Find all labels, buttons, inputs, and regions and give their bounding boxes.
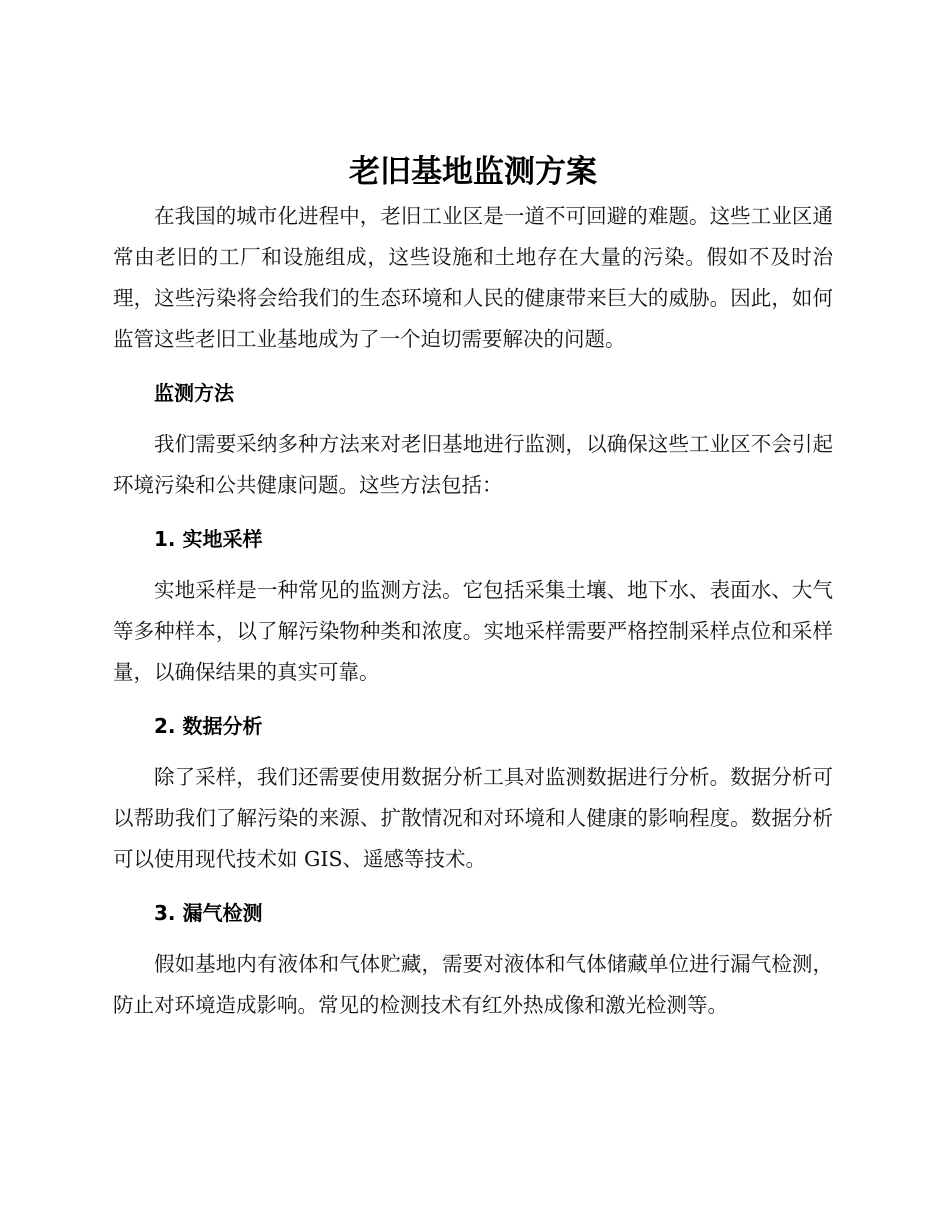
spacer xyxy=(113,506,833,519)
section-intro-paragraph: 我们需要采纳多种方法来对老旧基地进行监测，以确保这些工业区不会引起环境污染和公共健康问题。这些方法包括： xyxy=(113,432,833,497)
spacer xyxy=(113,360,833,373)
item-heading-data-analysis: 2. 数据分析 xyxy=(154,714,263,738)
spacer xyxy=(113,560,833,570)
spacer xyxy=(113,934,833,944)
item-heading-leak-detection: 3. 漏气检测 xyxy=(154,901,263,925)
spacer xyxy=(113,747,833,757)
item-paragraph-sampling: 实地采样是一种常见的监测方法。它包括采集土壤、地下水、表面水、大气等多种样本，以了解污染物种类和浓度。实地采样需要严格控制采样点位和采样量，以确保结果的真实可靠。 xyxy=(113,578,833,684)
item-heading-sampling: 1. 实地采样 xyxy=(154,527,263,551)
document-body xyxy=(113,148,833,1026)
document-title: 老旧基地监测方案 xyxy=(349,154,597,190)
spacer xyxy=(113,880,833,893)
item-paragraph-leak-detection: 假如基地内有液体和气体贮藏，需要对液体和气体储藏单位进行漏气检测，防止对环境造成影响。常见的检测技术有红外热成像和激光检测等。 xyxy=(113,952,833,1017)
section-heading: 监测方法 xyxy=(154,381,234,405)
spacer xyxy=(113,414,833,424)
spacer xyxy=(113,693,833,706)
item-paragraph-data-analysis: 除了采样，我们还需要使用数据分析工具对监测数据进行分析。数据分析可以帮助我们了解污染的来源、扩散情况和对环境和人健康的影响程度。数据分析可以使用现代技术如 GIS、遥感等技术。 xyxy=(113,765,833,871)
intro-paragraph: 在我国的城市化进程中，老旧工业区是一道不可回避的难题。这些工业区通常由老旧的工厂和设施组成，这些设施和土地存在大量的污染。假如不及时治理，这些污染将会给我们的生态环境和人民的健康带来巨大的威胁。因此，如何监管这些老旧工业基地成为了一个迫切需要解决的问题。 xyxy=(113,204,833,351)
